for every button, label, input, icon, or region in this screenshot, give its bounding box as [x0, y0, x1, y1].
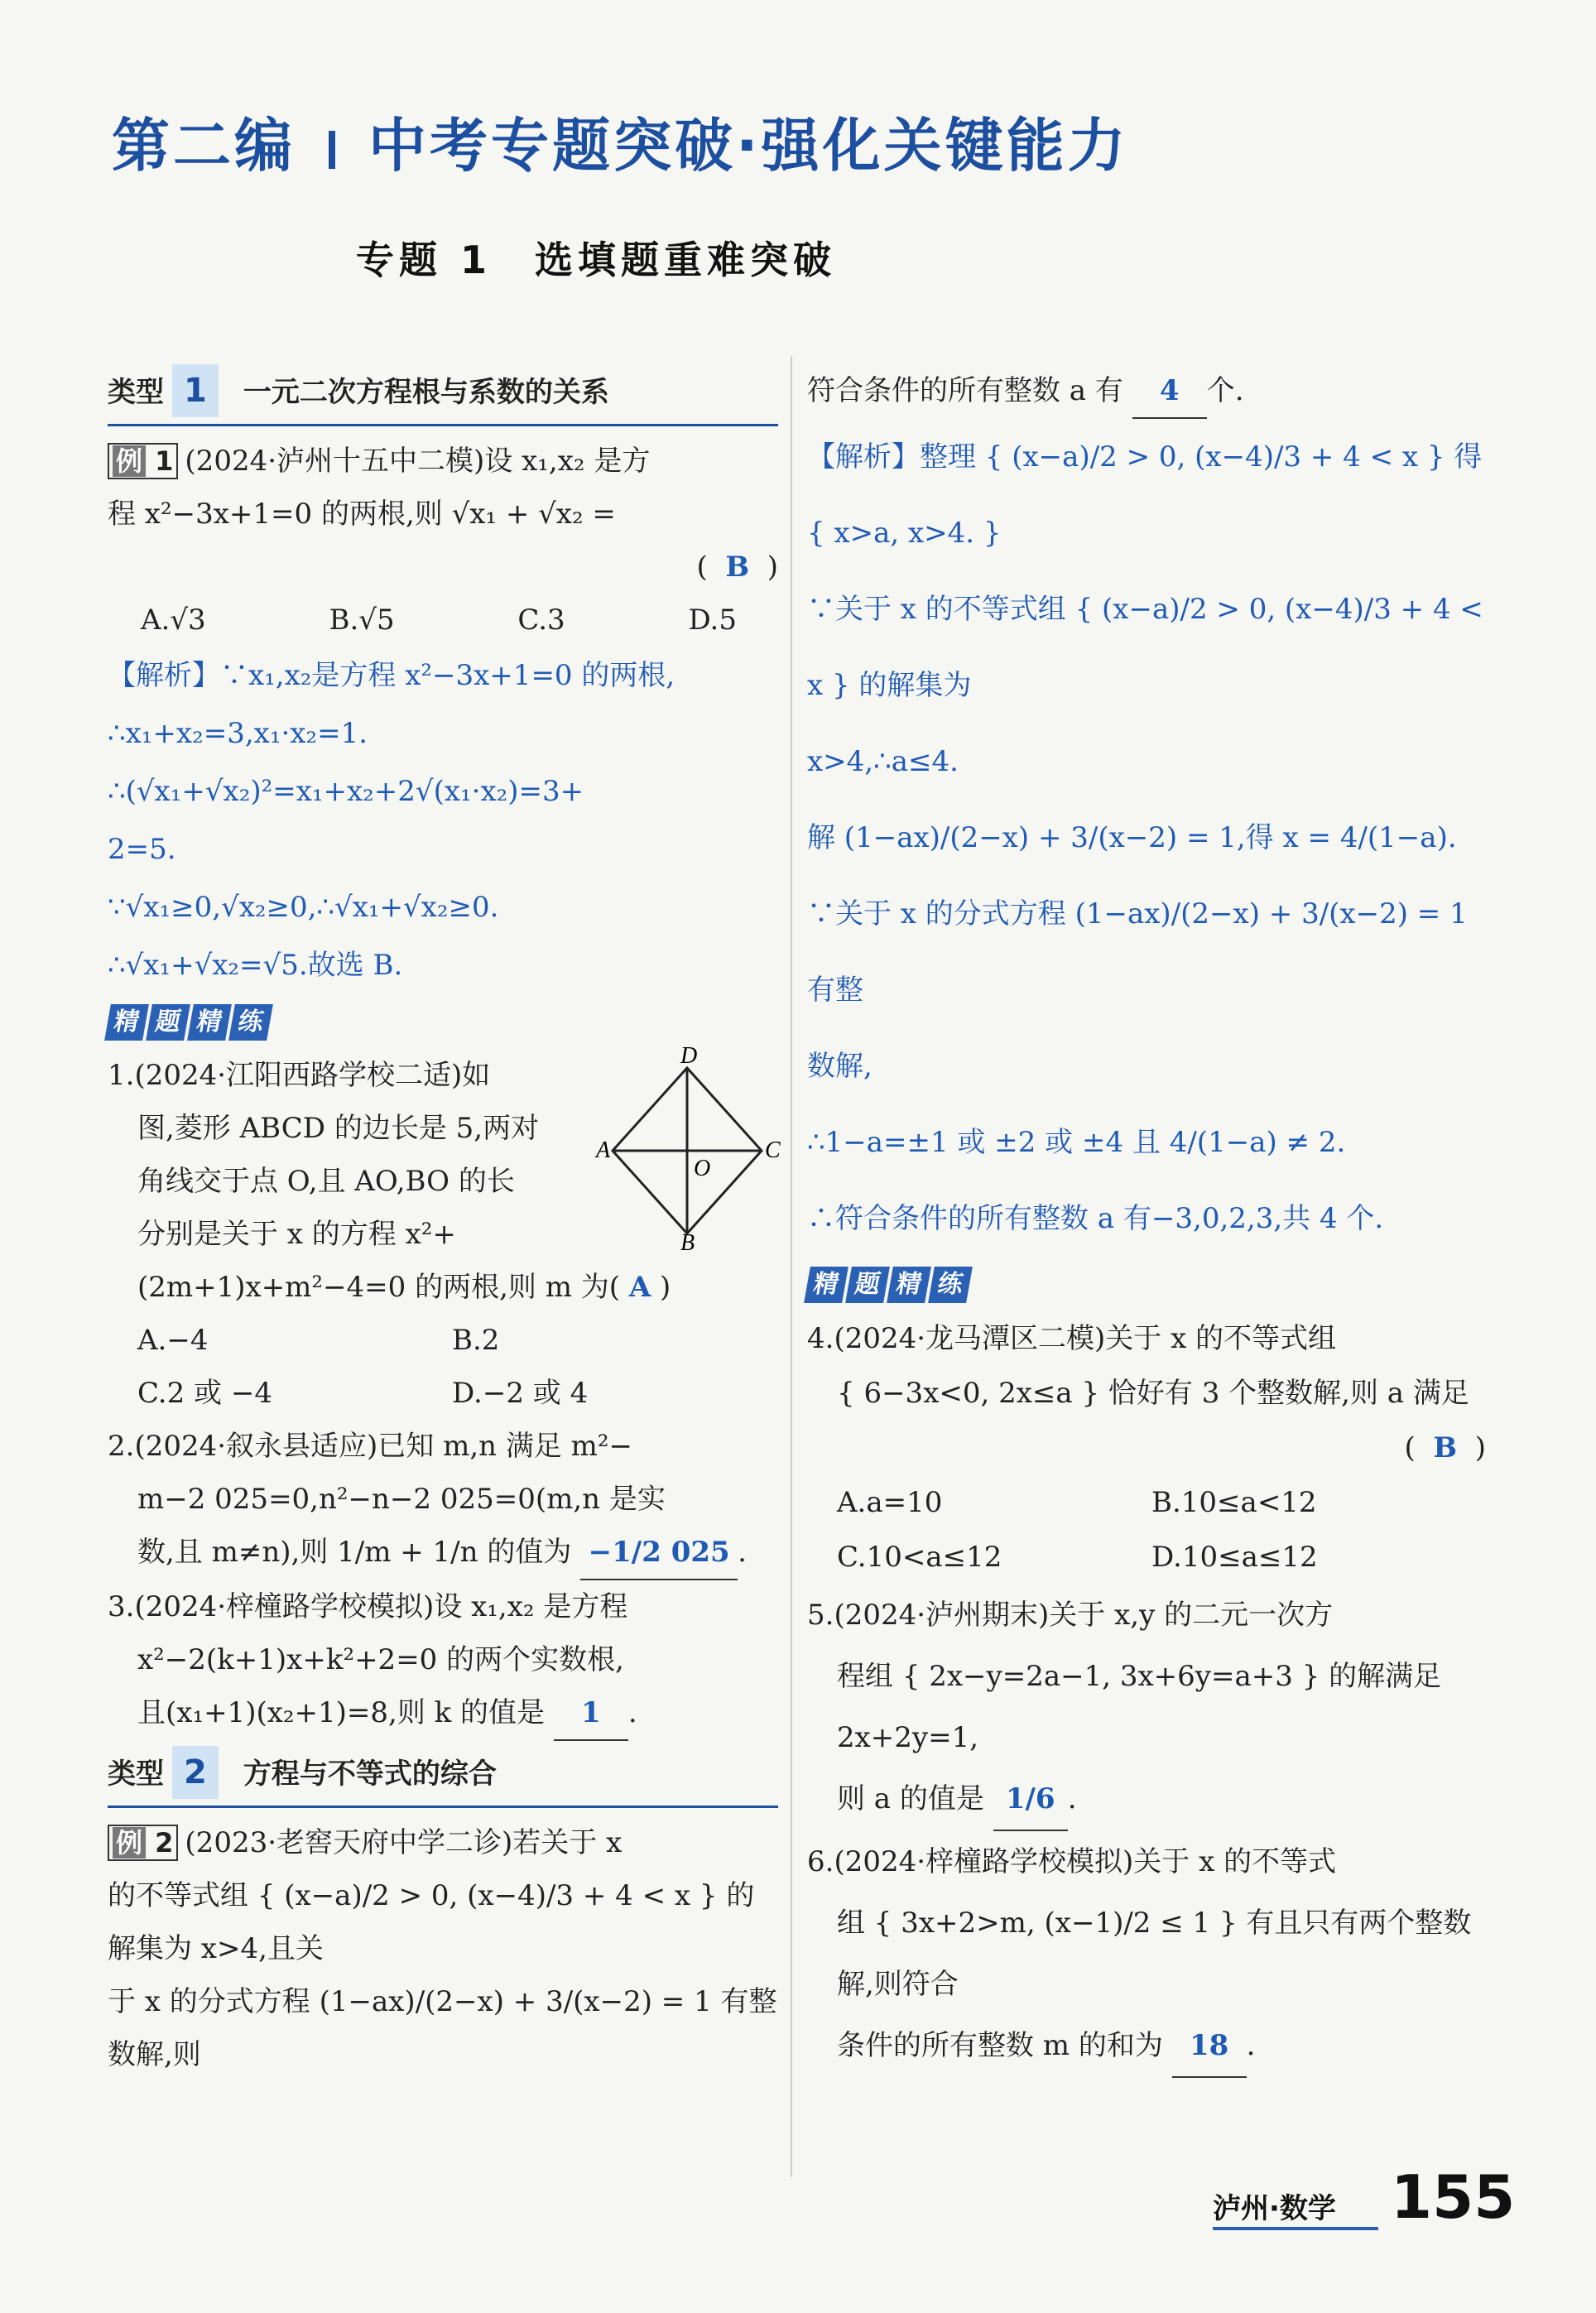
practice-tag: 精 题 精 练 — [807, 1267, 969, 1303]
option-b: B.√5 — [329, 603, 395, 637]
example2-continued: 符合条件的所有整数 a 有 4 个. — [807, 364, 1486, 419]
type1-heading — [108, 364, 778, 426]
header-divider — [329, 131, 335, 169]
example-badge: 例 1 — [108, 443, 178, 479]
q4-options: A.a=10 B.10≤a<12 C.10<a≤12 D.10≤a≤12 — [837, 1486, 1318, 1574]
example1-solution — [108, 647, 778, 994]
ex2-answer: 4 — [1132, 364, 1207, 419]
type-label: 类型 — [108, 376, 164, 409]
example-2: 例 2 (2023·老窖天府中学二诊)若关于 x 的不等式组 { (x−a)/2 > 0, (x−4)/3 + 4 < x } 的解集为 x>4,且关 于 x 的分式方程 (1−ax)/(2−x) + 3/(x−2) = 1 有整数解,则 — [108, 1826, 777, 2071]
option-c: C.3 — [517, 603, 565, 637]
q4-answer: B — [1433, 1431, 1458, 1464]
question-4: 4.(2024·龙马潭区二模)关于 x 的不等式组 { 6−3x<0, 2x≤a } 恰好有 3 个整数解,则 a 满足 ( B ) A.a=10 B.10≤a<12 C.10<a≤12 D.10≤a≤12 — [807, 1311, 1486, 1584]
solution-line: ∴(√x₁+√x₂)²=x₁+x₂+2√(x₁·x₂)=3+ — [108, 775, 584, 808]
solution-line: ∵√x₁≥0,√x₂≥0,∴√x₁+√x₂≥0. — [108, 891, 499, 924]
footer-underline — [1213, 2227, 1378, 2230]
example-badge: 例 2 — [108, 1825, 178, 1861]
question-3: 3.(2024·梓橦路学校模拟)设 x₁,x₂ 是方程 x²−2(k+1)x+k²+2=0 的两个实数根, 且(x₁+1)(x₂+1)=8,则 k 的值是 1 . — [108, 1580, 778, 1741]
example1-answer: ( B ) — [696, 551, 778, 584]
q6-answer: 18 — [1172, 2015, 1247, 2078]
part-label: 第二编 — [112, 112, 296, 180]
part-header — [112, 99, 1129, 183]
question-1: 1.(2024·江阳西路学校二适)如 图,菱形 ABCD 的边长是 5,两对 角线交于点 O,且 AO,BO 的长 分别是关于 x 的方程 x²+ (2m+1)x+m²−4=0 的两根,则 m 为( A ) A.−4 B.2 C.2 或 −4 D.−2 或 4 — [108, 1049, 778, 1420]
label-b: B — [680, 1230, 695, 1256]
question-2: 2.(2024·叙永县适应)已知 m,n 满足 m²− m−2 025=0,n²−n−2 025=0(m,n 是实 数,且 m≠n),则 1/m + 1/n 的值为 −1/2 025 . — [108, 1420, 778, 1580]
practice-tag: 精 题 精 练 — [108, 1004, 270, 1041]
footer-region: 泸州·数学 — [1213, 2192, 1336, 2225]
page-number: 155 — [1391, 2162, 1516, 2232]
type-number: 1 — [172, 364, 219, 417]
example1-stem-2: 程 x²−3x+1=0 的两根,则 √x₁ + √x₂ = — [108, 498, 616, 531]
part-subtitle: 中考专题突破·强化关键能力 — [368, 112, 1129, 180]
type2-heading: 类型 2 方程与不等式的综合 — [108, 1746, 778, 1808]
label-a: A — [596, 1137, 611, 1163]
solution-line: 【解析】∵x₁,x₂是方程 x²−3x+1=0 的两根, — [108, 659, 675, 692]
example1-options — [108, 594, 737, 647]
example1-stem: 例 1 (2024·泸州十五中二模)设 x₁,x₂ 是方 — [108, 435, 778, 488]
question-6: 6.(2024·梓橦路学校模拟)关于 x 的不等式 组 { 3x+2>m, (x−1)/2 ≤ 1 } 有且只有两个整数解,则符合 条件的所有整数 m 的和为 18 . — [807, 1831, 1486, 2078]
solution-line: ∴x₁+x₂=3,x₁·x₂=1. — [108, 717, 368, 750]
label-c: C — [765, 1137, 781, 1163]
option-a: A.√3 — [141, 603, 206, 637]
q2-answer: −1/2 025 — [580, 1526, 738, 1580]
question-5: 5.(2024·泸州期末)关于 x,y 的二元一次方 程组 { 2x−y=2a−1, 3x+6y=a+3 } 的解满足 2x+2y=1, 则 a 的值是 1/6 . — [807, 1584, 1486, 1831]
rhombus-diagram — [596, 1043, 781, 1256]
q1-answer: A — [628, 1271, 651, 1304]
q5-answer: 1/6 — [993, 1768, 1068, 1831]
example2-solution: 【解析】整理 { (x−a)/2 > 0, (x−4)/3 + 4 < x } 得 { x>a, x>4. } ∵关于 x 的不等式组 { (x−a)/2 > 0, (x−4)/3 + 4 < x } 的解集为 x>4,∴a≤4. 解 (1−ax)/(2−x) + 3/(x−2) = 1,得 x = 4/(1−a). ∵关于 x 的分式方程 (1−ax)/(2−x) + 3/(x−2) = 1 有整 数解, ∴1−a=±1 或 ±2 或 ±4 且 4/(1−a) ≠ 2. ∴符合条件的所有整数 a 有−3,0,2,3,共 4 个. — [807, 440, 1483, 1235]
q1-options: A.−4 B.2 C.2 或 −4 D.−2 或 4 — [137, 1324, 589, 1410]
label-d: D — [680, 1043, 698, 1069]
label-o: O — [694, 1156, 711, 1181]
type-title: 一元二次方程根与系数的关系 — [243, 376, 609, 409]
topic-title: 专题 1 选填题重难突破 — [355, 238, 837, 282]
column-divider — [791, 356, 792, 2177]
q3-answer: 1 — [554, 1686, 628, 1741]
solution-line: ∴√x₁+√x₂=√5.故选 B. — [108, 949, 403, 982]
solution-line: 2=5. — [108, 833, 176, 866]
option-d: D.5 — [688, 603, 737, 637]
right-column — [807, 364, 1486, 2078]
